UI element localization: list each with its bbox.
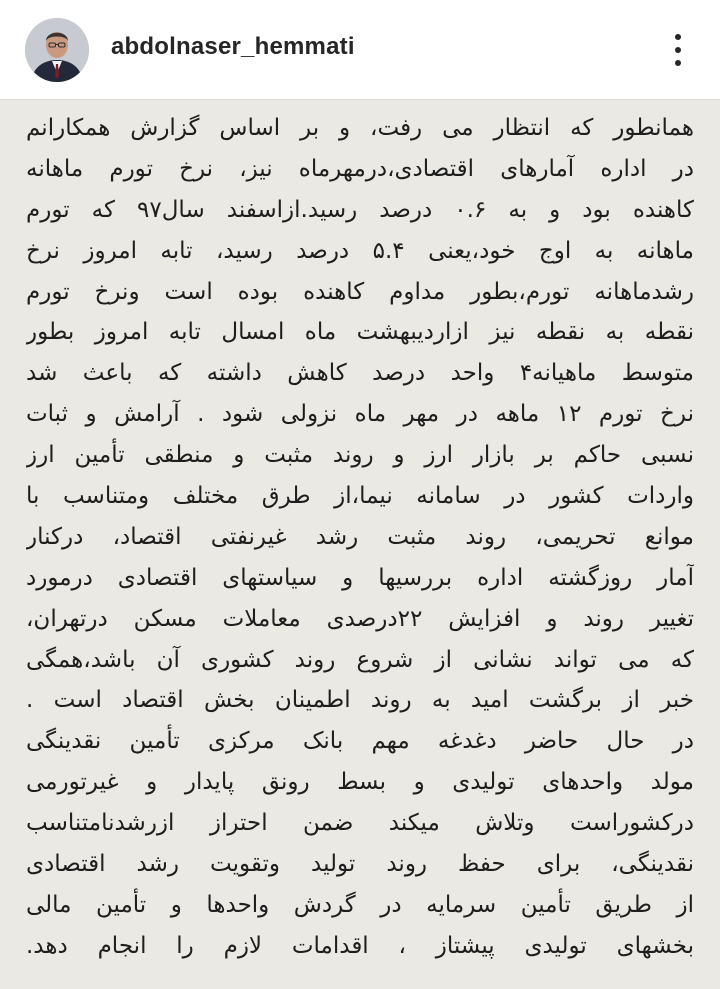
text-line: تغییر روند و افزایش ۲۲درصدی معاملات مسکن درتهران،	[26, 605, 694, 632]
more-dot-middle	[675, 47, 681, 53]
text-line: همانطور که انتظار می رفت، و بر اساس گزارش همکارانم	[26, 115, 694, 141]
more-dot-top	[675, 34, 681, 40]
text-line: از طریق تأمین سرمایه در گردش واحدها و تأمین مالی	[26, 891, 694, 918]
post-text	[26, 108, 694, 967]
text-line: نقدینگی، برای حفظ روند تولید وتقویت رشد اقتصادی	[26, 851, 694, 878]
text-line: مولد واحدهای تولیدی و بسط رونق پایدار و غیرتورمی	[26, 769, 694, 796]
text-line: بخشهای تولیدی پیشتاز ، اقدامات لازم را انجام دهد.	[26, 932, 694, 959]
text-line: نقطه به نقطه نیز ازاردیبهشت ماه امسال تابه امروز بطور	[26, 319, 694, 346]
post-header	[0, 0, 720, 100]
text-line: درکشوراست وتلاش میکند ضمن احتراز ازرشدنامتناسب	[26, 810, 694, 837]
text-line: موانع تحریمی، روند مثبت رشد غیرنفتی اقتصاد، درکنار	[26, 523, 694, 550]
username-link[interactable]: abdolnaser_hemmati	[111, 33, 355, 60]
text-line: در اداره آمارهای اقتصادی،درمهرماه نیز، نرخ تورم ماهانه	[26, 155, 694, 182]
text-line: آمار روزگشته اداره بررسیها و سیاستهای اقتصادی درمورد	[26, 564, 694, 591]
text-line: خبر از برگشت امید به روند اطمینان بخش اقتصاد است .	[26, 687, 694, 714]
text-line: واردات کشور در سامانه نیما،از طرق مختلف ومتناسب با	[26, 483, 694, 510]
text-line: نرخ تورم ۱۲ ماهه در مهر ماه نزولی شود . آرامش و ثبات	[26, 401, 694, 428]
text-line: نسبی حاکم بر بازار ارز و روند مثبت و منطقی تأمین ارز	[26, 442, 694, 469]
user-portrait-icon[interactable]	[25, 18, 89, 82]
text-line: کاهنده بود و به ۰.۶ درصد رسید.ازاسفند سال۹۷ که تورم	[26, 196, 694, 223]
text-line: ماهانه به اوج خود،یعنی ۵.۴ درصد رسید، تابه امروز نرخ	[26, 237, 694, 264]
more-vertical-icon[interactable]	[666, 30, 690, 70]
text-line: متوسط ماهیانه۴ واحد درصد کاهش داشته که باعث شد	[26, 360, 694, 387]
text-line: رشدماهانه تورم،بطور مداوم کاهنده بوده است ونرخ تورم	[26, 278, 694, 305]
more-dot-bottom	[675, 60, 681, 66]
text-line: که می تواند نشانی از شروع روند کشوری آن باشد،همگی	[26, 646, 694, 673]
post-image[interactable]	[0, 100, 720, 989]
text-line: در حال حاضر دغدغه مهم بانک مرکزی تأمین نقدینگی	[26, 728, 694, 755]
